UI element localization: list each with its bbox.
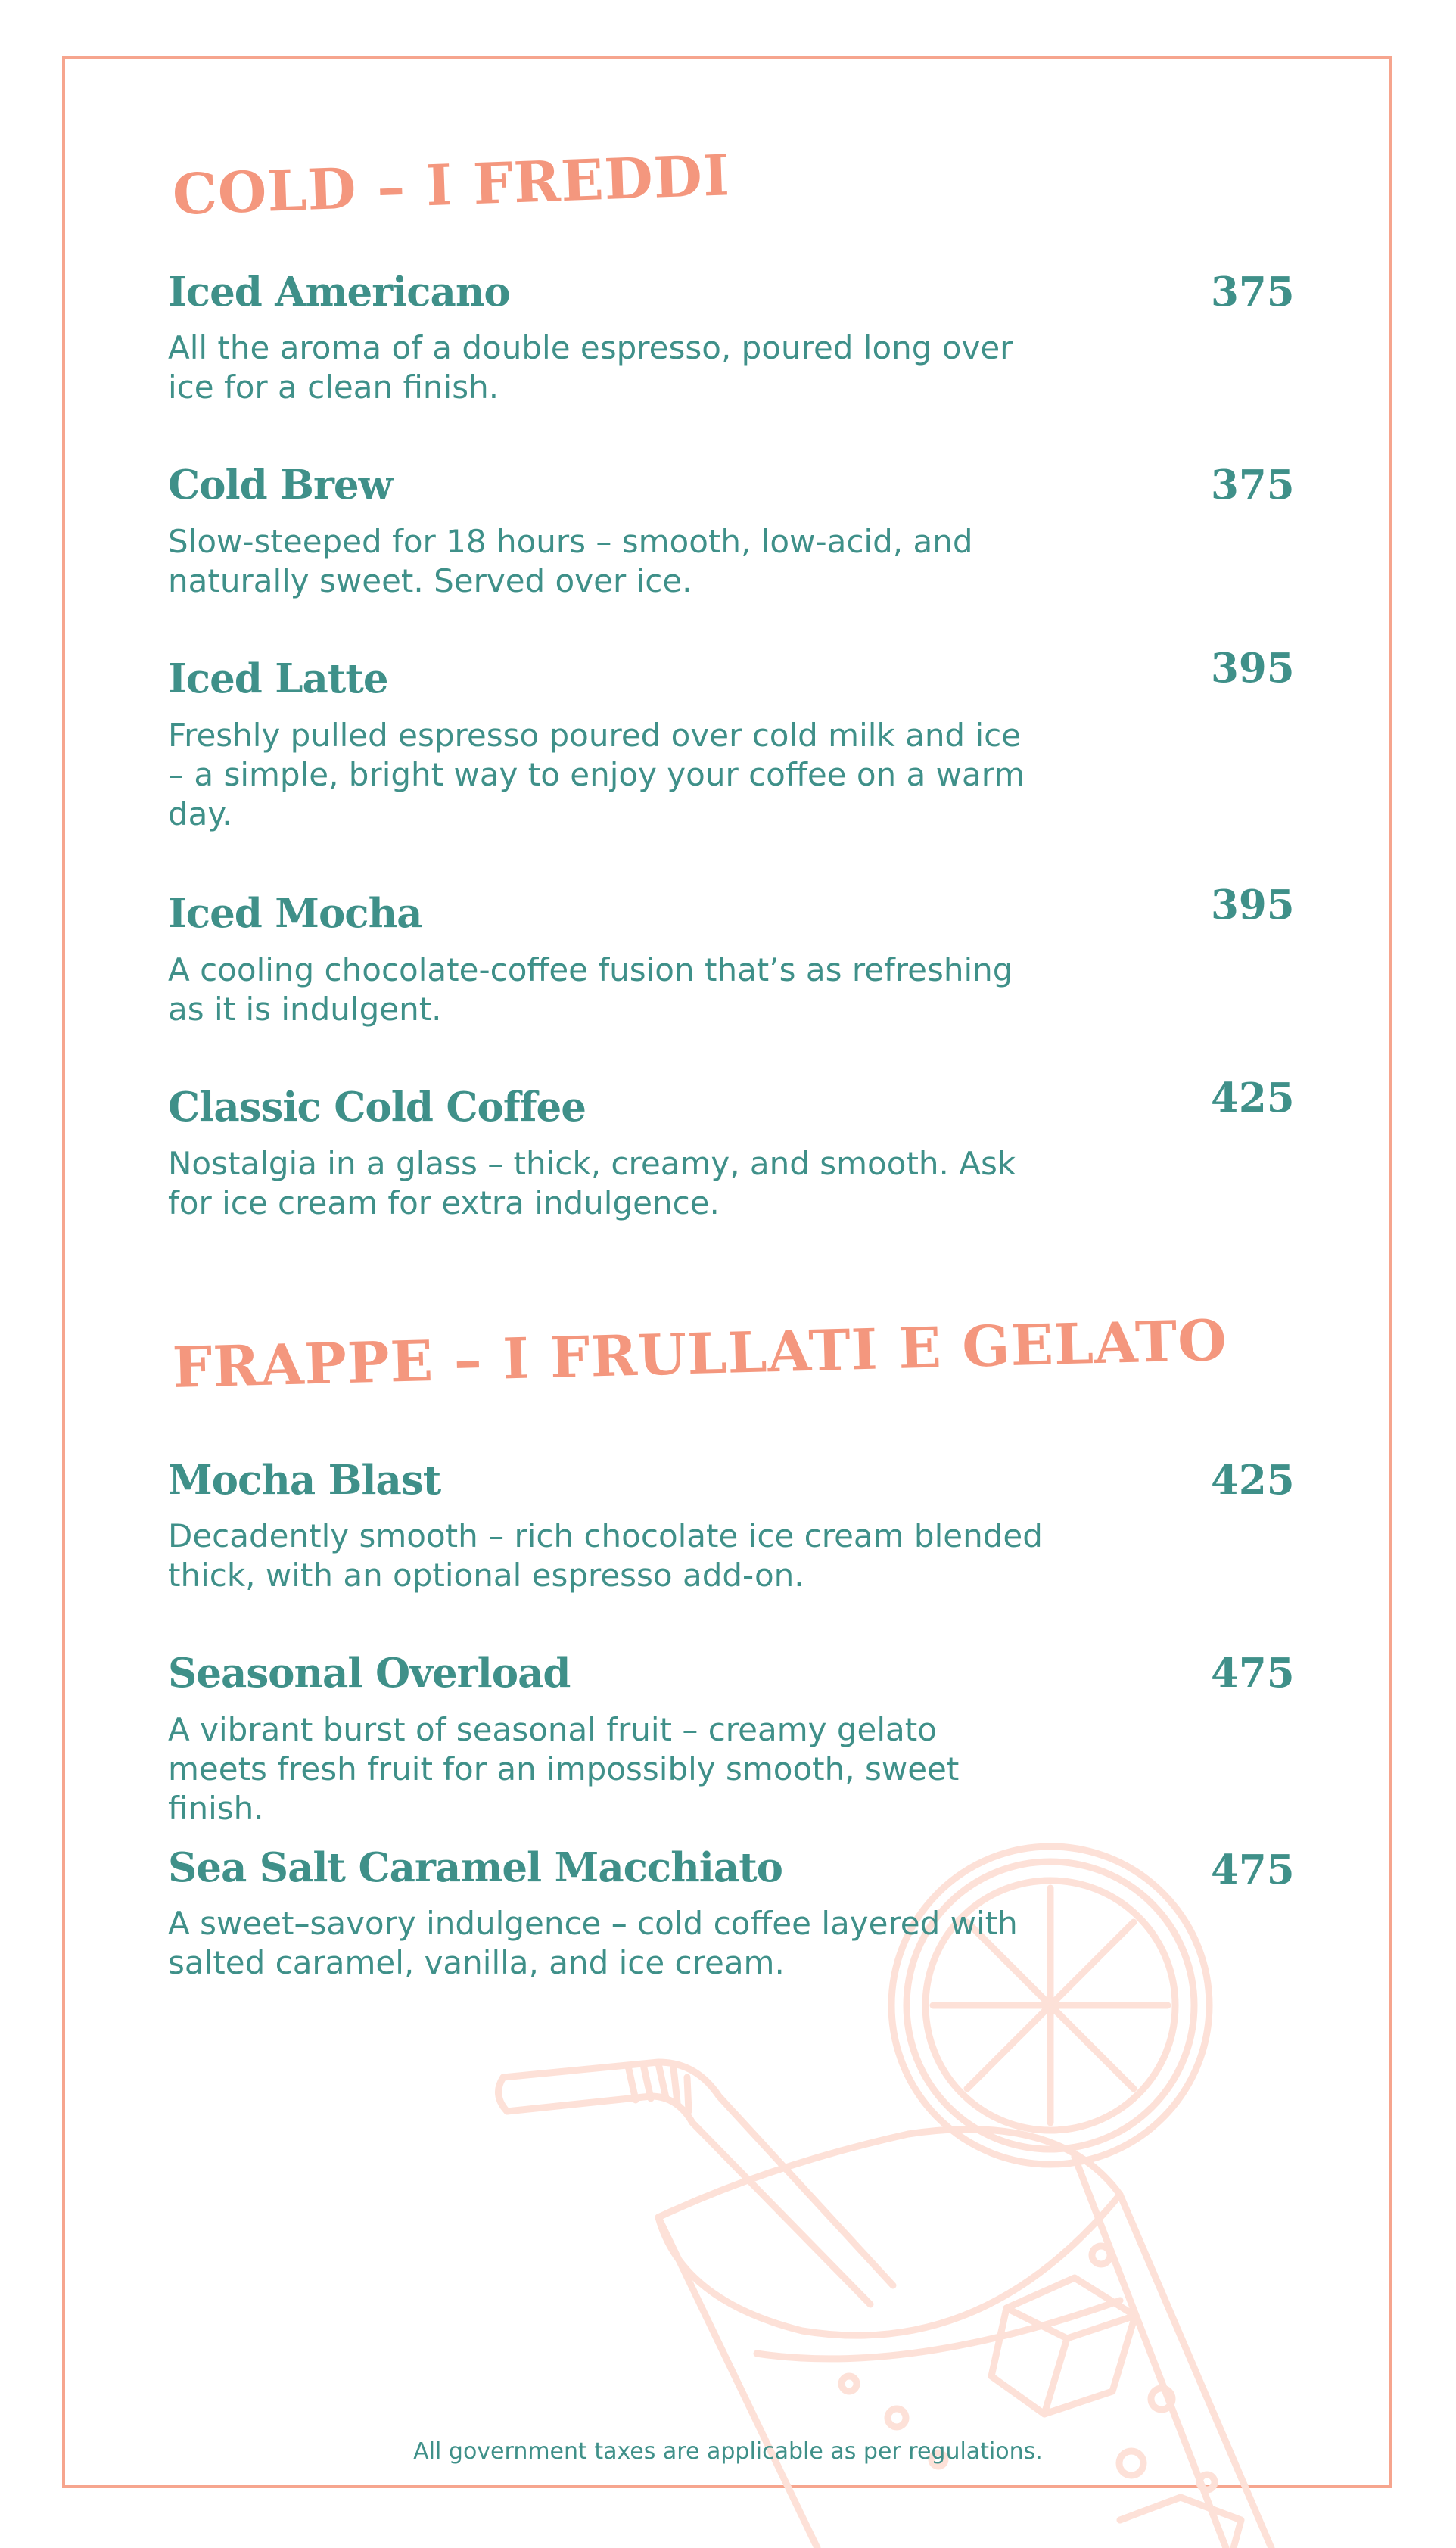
item-price-iced-mocha: 395 <box>1211 882 1295 929</box>
item-price-cold-brew: 375 <box>1211 462 1295 509</box>
item-name-sea-salt-caramel-macchiato: Sea Salt Caramel Macchiato <box>168 1844 783 1891</box>
item-description-classic-cold-coffee: Nostalgia in a glass – thick, creamy, and smooth. Ask for ice cream for extra indulgence. <box>168 1145 1016 1221</box>
item-price-iced-latte: 395 <box>1211 645 1295 692</box>
item-description-seasonal-overload: A vibrant burst of seasonal fruit – creamy gelato meets fresh fruit for an impossibly smooth, sweet finish. <box>168 1711 960 1827</box>
item-price-iced-americano: 375 <box>1211 269 1295 316</box>
item-name-classic-cold-coffee: Classic Cold Coffee <box>168 1084 586 1131</box>
item-description-cold-brew: Slow-steeped for 18 hours – smooth, low-acid, and naturally sweet. Served over ice. <box>168 523 973 599</box>
section-title-frappe: FRAPPE – I FRULLATI E GELATO <box>171 1308 1228 1401</box>
item-name-iced-americano: Iced Americano <box>168 269 510 316</box>
item-price-mocha-blast: 425 <box>1211 1457 1295 1504</box>
item-description-iced-latte: Freshly pulled espresso poured over cold milk and ice – a simple, bright way to enjoy your coffee on a warm day. <box>168 717 1025 832</box>
item-name-cold-brew: Cold Brew <box>168 462 393 509</box>
item-description-iced-mocha: A cooling chocolate-coffee fusion that’s as refreshing as it is indulgent. <box>168 951 1013 1028</box>
item-price-classic-cold-coffee: 425 <box>1211 1075 1295 1122</box>
item-description-iced-americano: All the aroma of a double espresso, poured long over ice for a clean finish. <box>168 329 1013 406</box>
footer-tax-note: All government taxes are applicable as per regulations. <box>413 2438 1043 2465</box>
item-description-mocha-blast: Decadently smooth – rich chocolate ice cream blended thick, with an optional espresso add-on. <box>168 1517 1043 1594</box>
item-name-seasonal-overload: Seasonal Overload <box>168 1650 571 1697</box>
section-title-cold: COLD – I FREDDI <box>171 143 731 228</box>
item-name-mocha-blast: Mocha Blast <box>168 1457 441 1504</box>
item-name-iced-mocha: Iced Mocha <box>168 890 422 937</box>
item-price-sea-salt-caramel-macchiato: 475 <box>1211 1846 1295 1893</box>
item-name-iced-latte: Iced Latte <box>168 655 388 702</box>
item-description-sea-salt-caramel-macchiato: A sweet–savory indulgence – cold coffee layered with salted caramel, vanilla, and ice cream. <box>168 1905 1018 1981</box>
item-price-seasonal-overload: 475 <box>1211 1650 1295 1697</box>
